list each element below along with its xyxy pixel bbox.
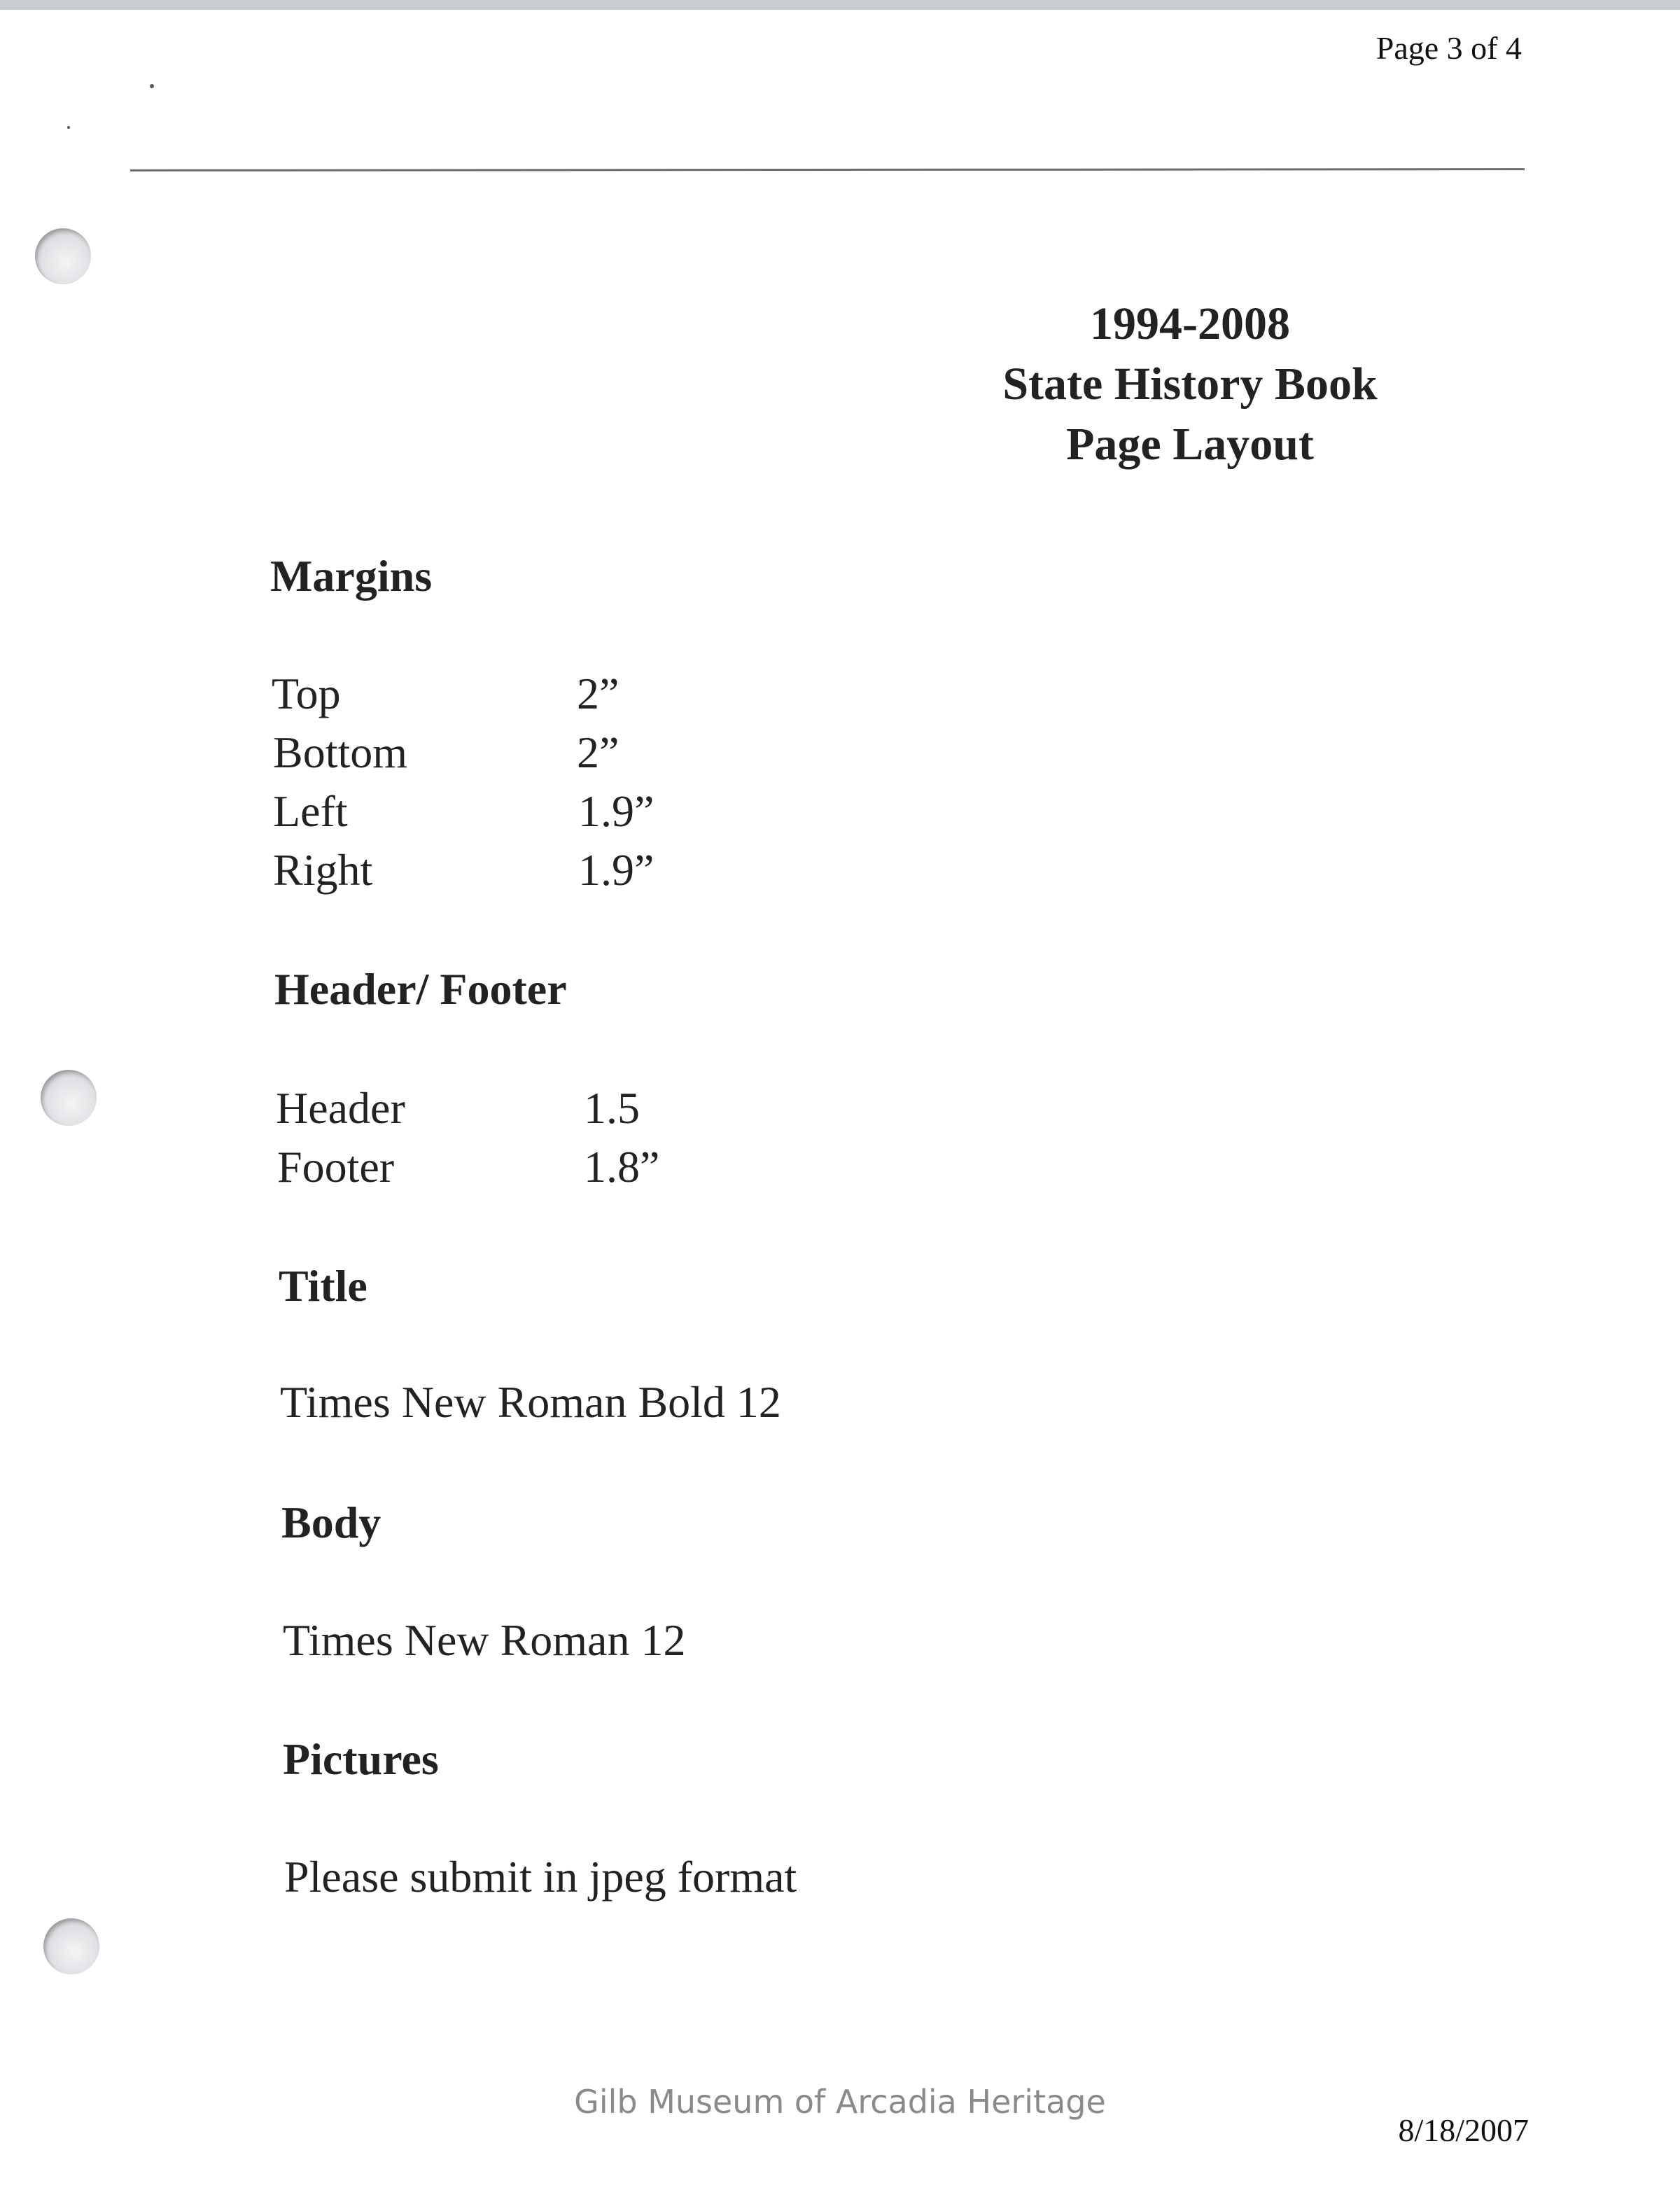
body-font-spec: Times New Roman 12 [283,1615,686,1665]
margin-label: Top [272,669,341,718]
title-font-spec: Times New Roman Bold 12 [280,1377,781,1427]
page-number: Page 3 of 4 [1376,30,1522,66]
margins-heading: Margins [270,551,433,601]
punch-hole [43,1918,99,1974]
margin-label: Right [273,845,373,895]
header-rule [130,168,1525,172]
title-years: 1994-2008 [1090,298,1290,349]
scan-speck [67,126,70,129]
punch-hole [41,1070,97,1126]
title-subject: Page Layout [1066,419,1314,470]
document-title [910,294,1470,475]
document-date: 8/18/2007 [1398,2112,1529,2148]
header-label: Header [276,1083,405,1133]
title-heading: Title [279,1261,368,1311]
margin-value: 2” [577,727,620,777]
margin-label: Bottom [273,727,408,777]
pictures-instruction: Please submit in jpeg format [284,1852,797,1902]
museum-watermark: Gilb Museum of Arcadia Heritage [574,2083,1106,2121]
margin-value: 2” [577,669,620,718]
scan-top-edge [0,0,1680,10]
punch-hole [35,228,91,284]
pictures-heading: Pictures [283,1734,439,1784]
margin-value: 1.9” [578,845,654,895]
header-footer-heading: Header/ Footer [274,964,567,1014]
footer-value: 1.8” [584,1142,660,1192]
margin-value: 1.9” [578,786,654,836]
scan-speck [150,84,154,88]
margin-label: Left [273,786,348,836]
body-heading: Body [281,1498,382,1547]
title-book-name: State History Book [1002,358,1378,410]
header-value: 1.5 [584,1083,640,1133]
footer-label: Footer [277,1142,395,1192]
